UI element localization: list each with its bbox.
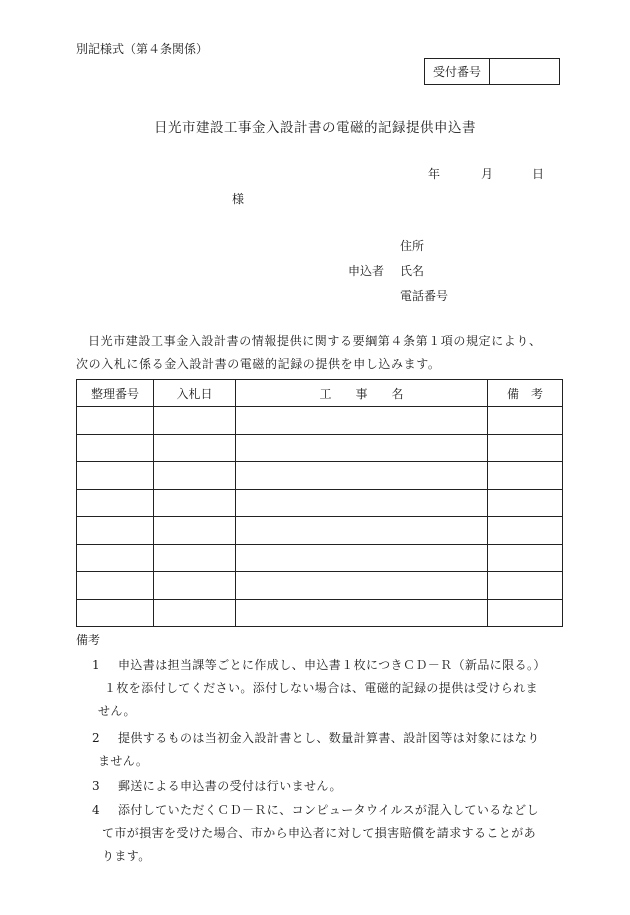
date-day-label: 日	[532, 167, 545, 181]
receipt-number-field[interactable]	[490, 59, 559, 84]
table-row	[77, 489, 563, 517]
note-line: 申込書は担当課等ごとに作成し、申込書１枚につきＣＤ－Ｒ（新品に限る。）	[118, 658, 546, 672]
intro-line-2: 次の入札に係る金入設計書の電磁的記録の提供を申し込みます。	[76, 357, 441, 371]
serial-number-cell[interactable]	[77, 489, 154, 517]
project-name-cell[interactable]	[236, 544, 488, 572]
project-name-cell[interactable]	[236, 407, 488, 435]
note-item-2	[92, 727, 562, 773]
phone-label: 電話番号	[400, 289, 449, 303]
serial-number-cell[interactable]	[77, 462, 154, 490]
date-month-label: 月	[481, 167, 494, 181]
project-name-cell[interactable]	[236, 572, 488, 600]
table-row	[77, 407, 563, 435]
form-label: 別記様式（第４条関係）	[76, 42, 209, 56]
receipt-number-label: 受付番号	[425, 59, 490, 84]
note-number: 3	[92, 779, 101, 793]
note-number: 4	[92, 803, 101, 817]
note-number: 1	[92, 658, 101, 672]
serial-number-cell[interactable]	[77, 544, 154, 572]
remarks-cell[interactable]	[488, 544, 563, 572]
serial-number-cell[interactable]	[77, 407, 154, 435]
remarks-cell[interactable]	[488, 462, 563, 490]
table-row	[77, 462, 563, 490]
note-item-4	[92, 799, 562, 868]
project-name-cell[interactable]	[236, 462, 488, 490]
serial-number-cell[interactable]	[77, 517, 154, 545]
bid-date-cell[interactable]	[154, 572, 236, 600]
note-line: 添付していただくＣＤ－Ｒに、コンピュータウイルスが混入しているなどし	[118, 803, 539, 817]
document-title: 日光市建設工事金入設計書の電磁的記録提供申込書	[154, 120, 476, 136]
bid-date-cell[interactable]	[154, 489, 236, 517]
bid-date-cell[interactable]	[154, 407, 236, 435]
bid-date-cell[interactable]	[154, 462, 236, 490]
note-line: 郵送による申込書の受付は行いません。	[118, 779, 342, 793]
note-item-3	[92, 775, 562, 798]
remarks-cell[interactable]	[488, 407, 563, 435]
intro-line-1: 日光市建設工事金入設計書の情報提供に関する要綱第４条第１項の規定により、	[88, 334, 542, 348]
project-name-cell[interactable]	[236, 489, 488, 517]
table-row	[77, 572, 563, 600]
remarks-cell[interactable]	[488, 489, 563, 517]
note-line: ります。	[102, 849, 151, 863]
bid-date-cell[interactable]	[154, 434, 236, 462]
remarks-cell[interactable]	[488, 517, 563, 545]
bid-date-cell[interactable]	[154, 544, 236, 572]
intro-paragraph	[76, 330, 562, 376]
date-year-label: 年	[428, 167, 441, 181]
note-line: せん。	[98, 704, 136, 718]
table-row	[77, 517, 563, 545]
name-label: 氏名	[400, 264, 425, 278]
project-name-cell[interactable]	[236, 599, 488, 627]
remarks-cell[interactable]	[488, 434, 563, 462]
bid-date-cell[interactable]	[154, 517, 236, 545]
note-line: ません。	[98, 754, 149, 768]
request-table	[76, 379, 563, 627]
notes-heading: 備考	[76, 633, 101, 647]
header-serial-number: 整理番号	[77, 380, 154, 407]
remarks-cell[interactable]	[488, 599, 563, 627]
bid-date-cell[interactable]	[154, 599, 236, 627]
table-row	[77, 544, 563, 572]
header-project-name: 工 事 名	[236, 380, 488, 407]
note-line: 提供するものは当初金入設計書とし、数量計算書、設計図等は対象にはなり	[118, 731, 540, 745]
serial-number-cell[interactable]	[77, 572, 154, 600]
note-number: 2	[92, 731, 101, 745]
table-row	[77, 434, 563, 462]
note-line: １枚を添付してください。添付しない場合は、電磁的記録の提供は受けられま	[104, 681, 539, 695]
table-row	[77, 599, 563, 627]
address-label: 住所	[400, 239, 425, 253]
header-bid-date: 入札日	[154, 380, 236, 407]
table-header-row	[77, 380, 563, 407]
addressee-suffix: 様	[232, 192, 245, 206]
note-line: て市が損害を受けた場合、市から申込者に対して損害賠償を請求することがあ	[102, 826, 537, 840]
applicant-label: 申込者	[348, 264, 385, 278]
serial-number-cell[interactable]	[77, 434, 154, 462]
project-name-cell[interactable]	[236, 434, 488, 462]
serial-number-cell[interactable]	[77, 599, 154, 627]
project-name-cell[interactable]	[236, 517, 488, 545]
receipt-number-box	[424, 58, 560, 85]
note-item-1	[92, 654, 562, 723]
header-remarks: 備 考	[488, 380, 563, 407]
remarks-cell[interactable]	[488, 572, 563, 600]
